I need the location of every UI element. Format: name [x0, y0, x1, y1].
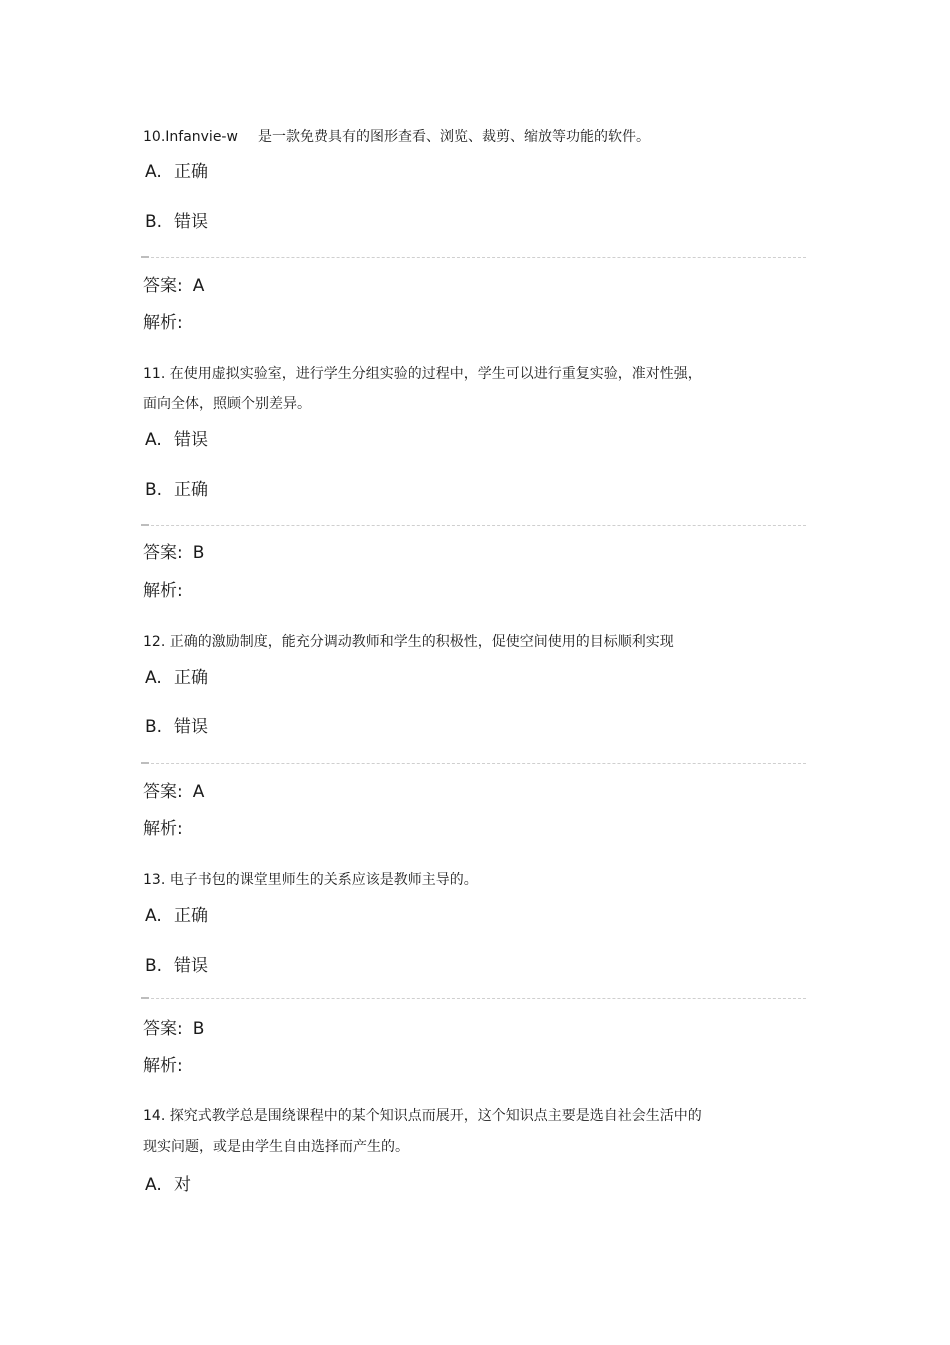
answer-label: 答案:	[143, 276, 183, 296]
question-10-stem-part1: 10.Infanvie-w	[143, 129, 238, 145]
option-letter: B.	[145, 480, 163, 500]
question-10-option-b	[145, 211, 208, 233]
question-10-answer	[143, 275, 204, 297]
option-letter: A.	[145, 1175, 162, 1195]
option-letter: B.	[145, 956, 163, 976]
answer-value: A	[192, 782, 205, 802]
question-11-stem-line1: 11. 在使用虚拟实验室，进行学生分组实验的过程中，学生可以进行重复实验，准对性强，	[143, 366, 702, 382]
question-13-option-b	[145, 955, 208, 977]
answer-value: B	[192, 543, 205, 563]
option-letter: A.	[145, 906, 162, 926]
question-11-explanation: 解析:	[143, 581, 183, 601]
question-12-stem: 12. 正确的激励制度，能充分调动教师和学生的积极性，促使空间使用的目标顺利实现	[143, 634, 674, 650]
answer-separator	[141, 257, 806, 258]
option-text: 错误	[174, 212, 208, 232]
answer-separator	[141, 763, 806, 764]
question-13-explanation: 解析:	[143, 1056, 183, 1076]
option-text: 错误	[174, 430, 208, 450]
option-text: 错误	[174, 956, 208, 976]
option-text: 正确	[174, 162, 208, 182]
answer-label: 答案:	[143, 543, 183, 563]
question-14-stem-line1: 14. 探究式教学总是围绕课程中的某个知识点而展开，这个知识点主要是选自社会生活中的	[143, 1108, 702, 1124]
answer-label: 答案:	[143, 782, 183, 802]
answer-separator	[141, 998, 806, 999]
option-letter: A.	[145, 162, 162, 182]
question-13-option-a	[145, 905, 208, 927]
option-text: 正确	[174, 906, 208, 926]
question-14-option-a	[145, 1174, 191, 1196]
option-letter: A.	[145, 430, 162, 450]
option-text: 对	[174, 1175, 191, 1195]
question-12-option-b	[145, 716, 208, 738]
option-letter: B.	[145, 717, 163, 737]
question-13-answer	[143, 1018, 204, 1040]
question-10-explanation: 解析:	[143, 313, 183, 333]
option-letter: B.	[145, 212, 163, 232]
answer-value: B	[192, 1019, 205, 1039]
question-13-stem: 13. 电子书包的课堂里师生的关系应该是教师主导的。	[143, 872, 478, 888]
answer-value: A	[192, 276, 205, 296]
option-text: 错误	[174, 717, 208, 737]
question-12-answer	[143, 781, 204, 803]
question-12-explanation: 解析:	[143, 819, 183, 839]
answer-separator	[141, 525, 806, 526]
option-text: 正确	[174, 668, 208, 688]
question-11-option-b	[145, 479, 208, 501]
question-10-option-a	[145, 161, 208, 183]
option-letter: A.	[145, 668, 162, 688]
question-11-answer	[143, 542, 204, 564]
answer-label: 答案:	[143, 1019, 183, 1039]
question-12-option-a	[145, 667, 208, 689]
question-14-stem-line2: 现实问题，或是由学生自由选择而产生的。	[143, 1139, 409, 1155]
question-10-stem-part2: 是一款免费具有的图形查看、浏览、裁剪、缩放等功能的软件。	[258, 129, 650, 145]
question-11-stem-line2: 面向全体，照顾个别差异。	[143, 396, 311, 412]
question-11-option-a	[145, 429, 208, 451]
option-text: 正确	[174, 480, 208, 500]
